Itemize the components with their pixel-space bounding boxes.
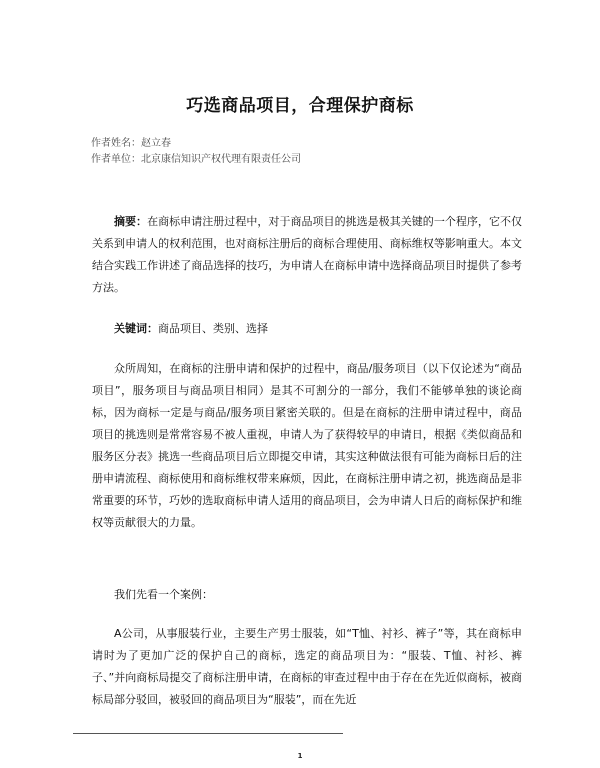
- body-paragraph-2: 我们先看一个案例：: [114, 588, 213, 601]
- author-unit-line: 作者单位：北京康信知识产权代理有限责任公司: [91, 154, 301, 165]
- body-paragraph-3: A公司，从事服装行业，主要生产男士服装，如“T恤、衬衫、裤子”等，其在商标申请时为了更加广泛的保护自己的商标，选定的商品项目为：“服装、T恤、衬衫、裤子、”并向商标局提交了商标注册申请，在商标的审查过程中由于存在在先近似商标，被商标局部分驳回，被驳回的商品项目为“服装”，而在先近: [92, 627, 522, 706]
- abstract-paragraph: [92, 211, 522, 299]
- footnote-separator: [73, 733, 343, 734]
- document-title: 巧选商品项目，合理保护商标: [186, 96, 414, 116]
- body-paragraph-1: 众所周知，在商标的注册申请和保护的过程中，商品/服务项目（以下仅论述为“商品项目”，服务项目与商品项目相同）是其不可割分的一部分，我们不能够单独的谈论商标，因为商标一定是与商品/服务项目紧密关联的。但是在商标的注册申请过程中，商品项目的挑选则是常常容易不被人重视，申请人为了获得较早的申请日，根据《类似商品和服务区分表》挑选一些商品项目后立即提交申请，其实这种做法很有可能为商标日后的注册申请流程、商标使用和商标维权带来麻烦，因此，在商标注册申请之初，挑选商品是非常重要的环节，巧妙的选取商标申请人适用的商品项目，会为申请人日后的商标保护和维权等贡献很大的力量。: [92, 362, 522, 529]
- keywords-label: 关键词：: [114, 322, 158, 335]
- author-line: 作者姓名：赵立春: [91, 138, 171, 149]
- keywords-paragraph: [92, 318, 522, 340]
- page-number: 1: [297, 752, 303, 760]
- abstract-label: 摘要：: [114, 215, 148, 228]
- abstract-text: 在商标申请注册过程中，对于商品项目的挑选是极其关键的一个程序，它不仅关系到申请人的权利范围，也对商标注册后的商标合理使用、商标维权等影响重大。本文结合实践工作讲述了商品选择的技巧，为申请人在商标申请中选择商品项目时提供了参考方法。: [92, 215, 523, 294]
- keywords-text: 商品项目、类别、选择: [158, 322, 268, 335]
